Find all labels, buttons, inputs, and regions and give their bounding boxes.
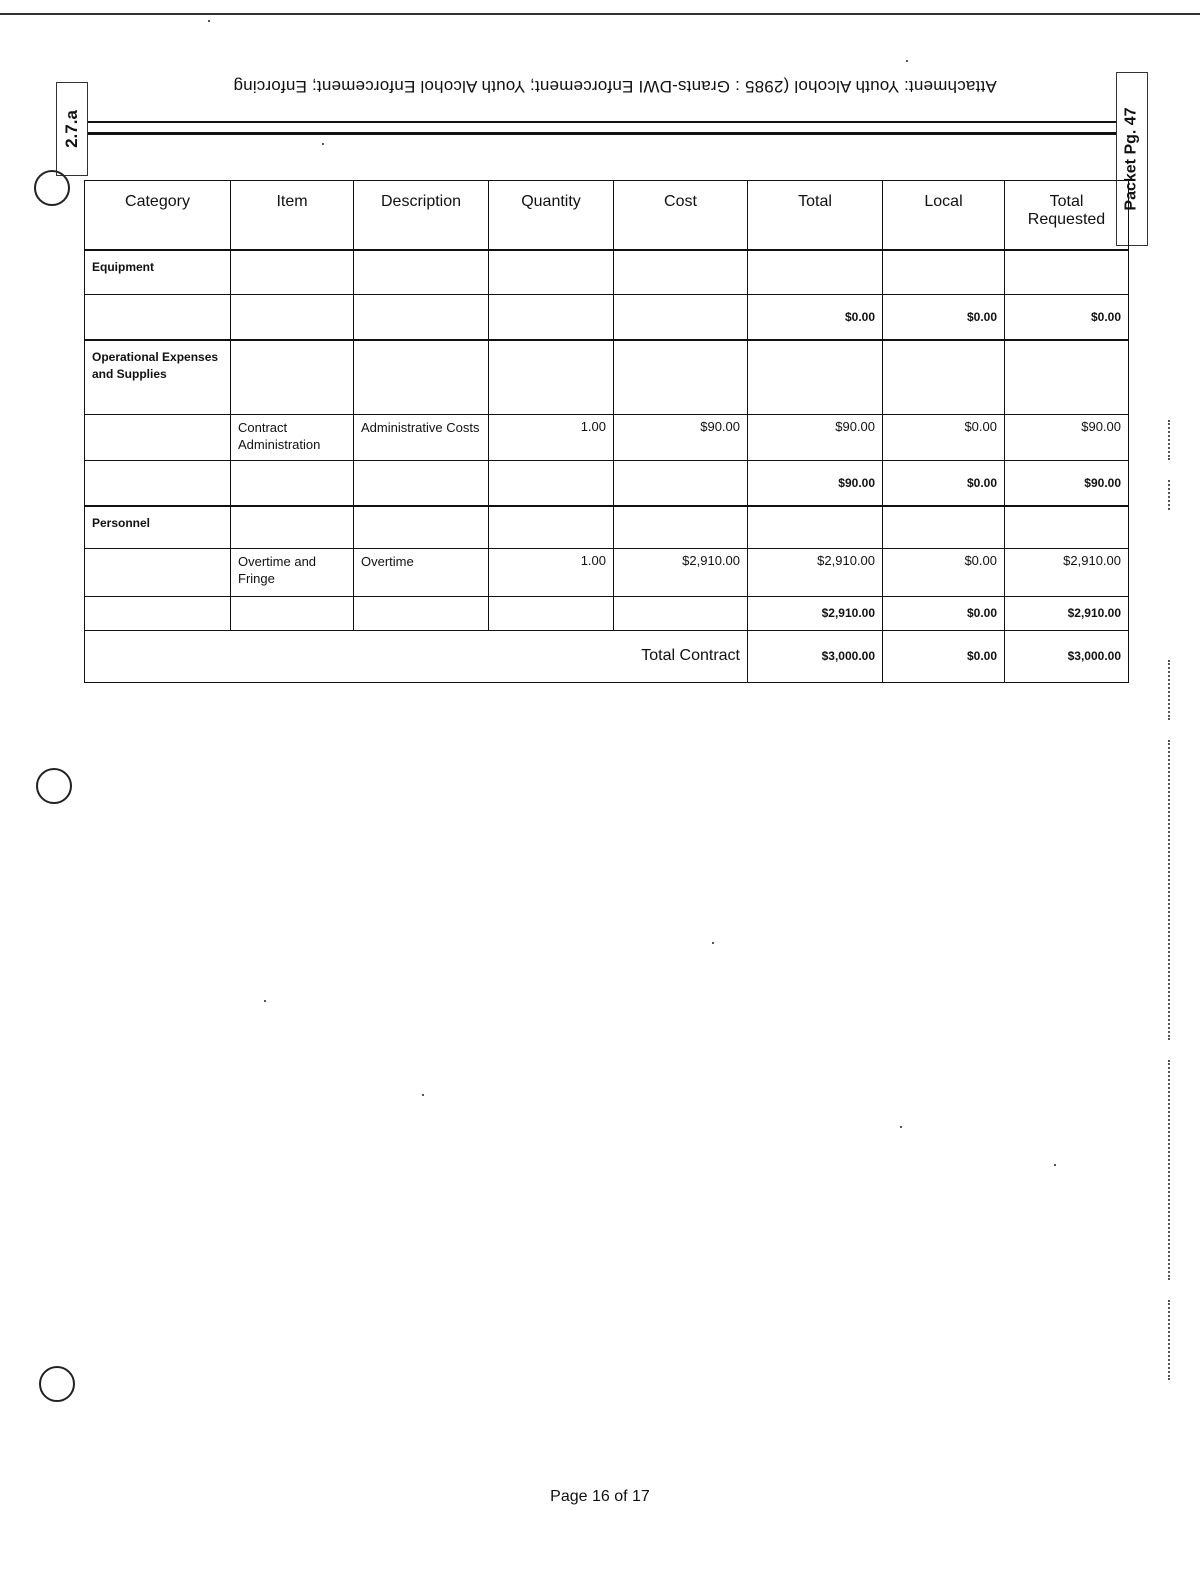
scan-speck bbox=[906, 60, 908, 62]
subtotal-row-personnel bbox=[85, 596, 1129, 630]
scan-edge-dots bbox=[1168, 420, 1172, 460]
category-label: Personnel bbox=[85, 506, 231, 548]
total-cell: $90.00 bbox=[748, 414, 883, 460]
item-cell: Overtime and Fringe bbox=[231, 548, 354, 596]
grand-total-row bbox=[85, 630, 1129, 682]
col-total: Total bbox=[748, 181, 883, 251]
subtotal-total: $90.00 bbox=[748, 460, 883, 506]
scan-speck bbox=[322, 143, 324, 145]
col-item: Item bbox=[231, 181, 354, 251]
scan-edge-dots bbox=[1168, 1060, 1172, 1280]
attachment-header: Attachment: Youth Alcohol (2985 : Grants-DWI Enforcement; Youth Alcohol Enforcement; Enforcing bbox=[233, 77, 997, 96]
local-cell: $0.00 bbox=[883, 414, 1005, 460]
punch-hole-top bbox=[34, 170, 70, 206]
requested-cell: $90.00 bbox=[1005, 414, 1129, 460]
description-cell: Overtime bbox=[354, 548, 489, 596]
col-category: Category bbox=[85, 181, 231, 251]
table-header-row bbox=[85, 181, 1129, 251]
subtotal-requested: $0.00 bbox=[1005, 294, 1129, 340]
scan-speck bbox=[208, 20, 210, 22]
category-row-equipment bbox=[85, 250, 1129, 294]
scan-speck bbox=[422, 1094, 424, 1096]
subtotal-total: $0.00 bbox=[748, 294, 883, 340]
grand-total-label: Total Contract bbox=[85, 630, 748, 682]
quantity-cell: 1.00 bbox=[489, 548, 614, 596]
local-cell: $0.00 bbox=[883, 548, 1005, 596]
category-row-operational bbox=[85, 340, 1129, 414]
punch-hole-bottom bbox=[39, 1366, 75, 1402]
scan-edge-dots bbox=[1168, 660, 1172, 720]
scan-speck bbox=[264, 1000, 266, 1002]
grand-total-total: $3,000.00 bbox=[748, 630, 883, 682]
quantity-cell: 1.00 bbox=[489, 414, 614, 460]
line-item-row bbox=[85, 548, 1129, 596]
scan-edge-dots bbox=[1168, 740, 1172, 1040]
subtotal-requested: $90.00 bbox=[1005, 460, 1129, 506]
scan-speck bbox=[712, 942, 714, 944]
subtotal-total: $2,910.00 bbox=[748, 596, 883, 630]
left-tab bbox=[56, 82, 88, 176]
subtotal-local: $0.00 bbox=[883, 460, 1005, 506]
cost-cell: $2,910.00 bbox=[614, 548, 748, 596]
col-total-requested: Total Requested bbox=[1005, 181, 1129, 251]
description-cell: Administrative Costs bbox=[354, 414, 489, 460]
grand-total-requested: $3,000.00 bbox=[1005, 630, 1129, 682]
punch-hole-middle bbox=[36, 768, 72, 804]
subtotal-requested: $2,910.00 bbox=[1005, 596, 1129, 630]
col-quantity: Quantity bbox=[489, 181, 614, 251]
scan-edge-dots bbox=[1168, 480, 1172, 510]
category-label: Equipment bbox=[85, 250, 231, 294]
scan-edge-dots bbox=[1168, 1300, 1172, 1380]
col-description: Description bbox=[354, 181, 489, 251]
subtotal-row-operational bbox=[85, 460, 1129, 506]
total-cell: $2,910.00 bbox=[748, 548, 883, 596]
right-tab-label: Packet Pg. 47 bbox=[1123, 107, 1141, 211]
scan-speck bbox=[1054, 1164, 1056, 1166]
left-tab-label: 2.7.a bbox=[62, 110, 81, 148]
grand-total-local: $0.00 bbox=[883, 630, 1005, 682]
category-row-personnel bbox=[85, 506, 1129, 548]
requested-cell: $2,910.00 bbox=[1005, 548, 1129, 596]
col-local: Local bbox=[883, 181, 1005, 251]
header-rule-1 bbox=[84, 121, 1120, 123]
subtotal-local: $0.00 bbox=[883, 596, 1005, 630]
page-number: Page 16 of 17 bbox=[550, 1488, 650, 1505]
cost-cell: $90.00 bbox=[614, 414, 748, 460]
subtotal-row-equipment bbox=[85, 294, 1129, 340]
header-rule-2 bbox=[84, 132, 1120, 135]
item-cell: Contract Administration bbox=[231, 414, 354, 460]
subtotal-local: $0.00 bbox=[883, 294, 1005, 340]
scan-speck bbox=[900, 1126, 902, 1128]
line-item-row bbox=[85, 414, 1129, 460]
budget-table bbox=[84, 180, 1129, 683]
category-label: Operational Expenses and Supplies bbox=[85, 340, 231, 414]
top-scan-rule bbox=[0, 13, 1200, 15]
col-cost: Cost bbox=[614, 181, 748, 251]
